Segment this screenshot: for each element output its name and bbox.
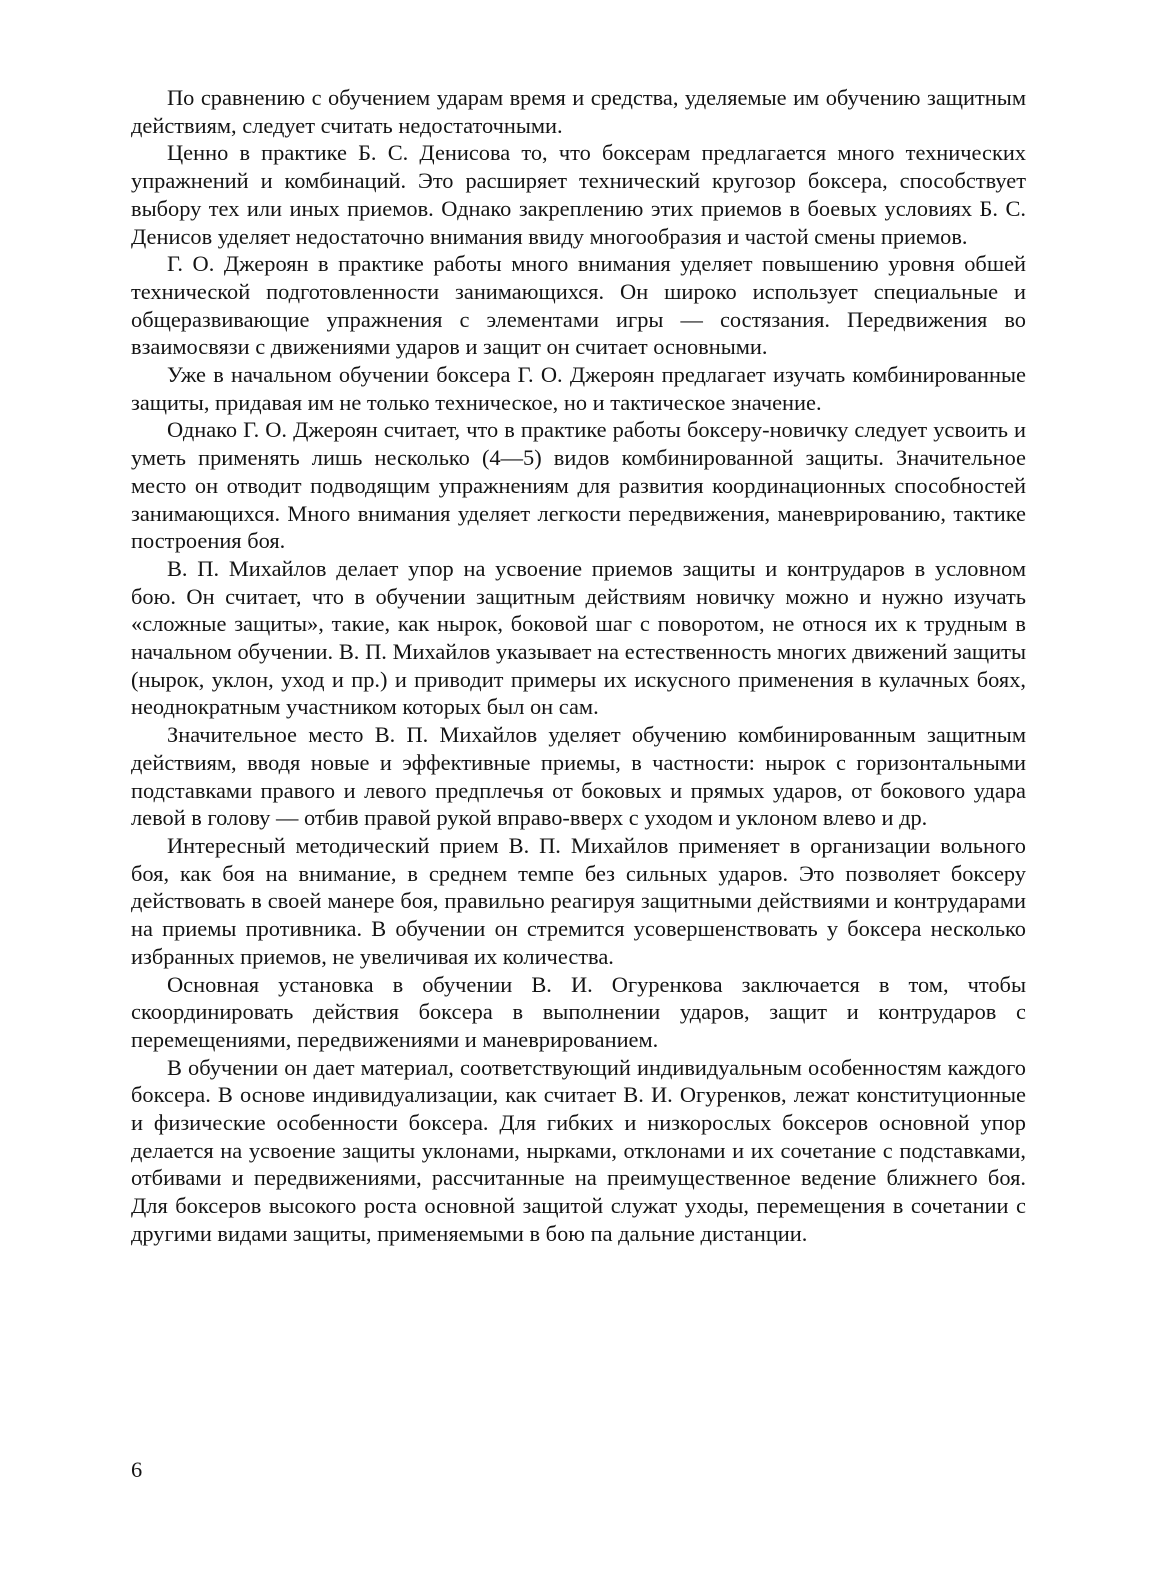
paragraph-3: Г. О. Джероян в практике работы много внимания уделяет повышению уровня обшей технической подготовленности занимающихся. Он широко использует специальные и общеразвивающие упражнения с элементами игры — состязания. Передвижения во взаимосвязи с движениями ударов и защит он считает основными. [131,251,1026,360]
paragraph-4: Уже в начальном обучении боксера Г. О. Джероян предлагает изучать комбинированные защиты, придавая им не только техническое, но и тактическое значение. [131,362,1026,415]
paragraph-7: Значительное место В. П. Михайлов уделяет обучению комбинированным защитным действиям, вводя новые и эффективные приемы, в частности: нырок с горизонтальными подставками правого и левого предплечья от боковых и прямых ударов, от бокового удара левой в голову — отбив правой рукой вправо-вверх с уходом и уклоном влево и др. [131,722,1026,831]
paragraph-10: В обучении он дает материал, соответствующий индивидуальным особенностям каждого боксера. В основе индивидуализации, как считает В. И. Огуренков, лежат конституционные и физические особенности боксера. Для гибких и низкорослых боксеров основной упор делается на усвоение защиты уклонами, нырками, отклонами и их сочетание с подставками, отбивами и передвижениями, рассчитанные на преимущественное ведение ближнего боя. Для боксеров высокого роста основной защитой служат уходы, перемещения в сочетании с другими видами защиты, применяемыми в бою па дальние дистанции. [131,1054,1026,1246]
paragraph-5: Однако Г. О. Джероян считает, что в практике работы боксеру-новичку следует усвоить и уметь применять лишь несколько (4—5) видов комбинированной защиты. Значительное место он отводит подводящим упражнениям для развития координационных способностей занимающихся. Много внимания уделяет легкости передвижения, маневрированию, тактике построения боя. [131,417,1026,554]
paragraph-2: Ценно в практике Б. С. Денисова то, что боксерам предлагается много технических упражнений и комбинаций. Это расширяет технический кругозор боксера, способствует выбору тех или иных приемов. Однако закреплению этих приемов в боевых условиях Б. С. Денисов уделяет недостаточно внимания ввиду многообразия и частой смены приемов. [131,140,1026,249]
paragraph-9: Основная установка в обучении В. И. Огуренкова заключается в том, чтобы скоординировать действия боксера в выполнении ударов, защит и контрударов с перемещениями, передвижениями и маневрированием. [131,971,1026,1052]
paragraph-1: По сравнению с обучением ударам время и средства, уделяемые им обучению защитным действиям, следует считать недостаточными. [131,85,1026,138]
paragraph-6: В. П. Михайлов делает упор на усвоение приемов защиты и контрударов в условном бою. Он считает, что в обучении защитным действиям новичку можно и нужно изучать «сложные защиты», такие, как нырок, боковой шаг с поворотом, не относя их к трудным в начальном обучении. В. П. Михайлов указывает на естественность многих движений защиты (нырок, уклон, уход и пр.) и приводит примеры их искусного применения в кулачных боях, неоднократным участником которых был он сам. [131,555,1026,720]
paragraph-8: Интересный методический прием В. П. Михайлов применяет в организации вольного боя, как боя на внимание, в среднем темпе без сильных ударов. Это позволяет боксеру действовать в своей манере боя, правильно реагируя защитными действиями и контрударами на приемы противника. В обучении он стремится усовершенствовать у боксера несколько избранных приемов, не увеличивая их количества. [131,832,1026,969]
body-text [131,84,1026,1248]
page-number: 6 [131,1457,143,1482]
